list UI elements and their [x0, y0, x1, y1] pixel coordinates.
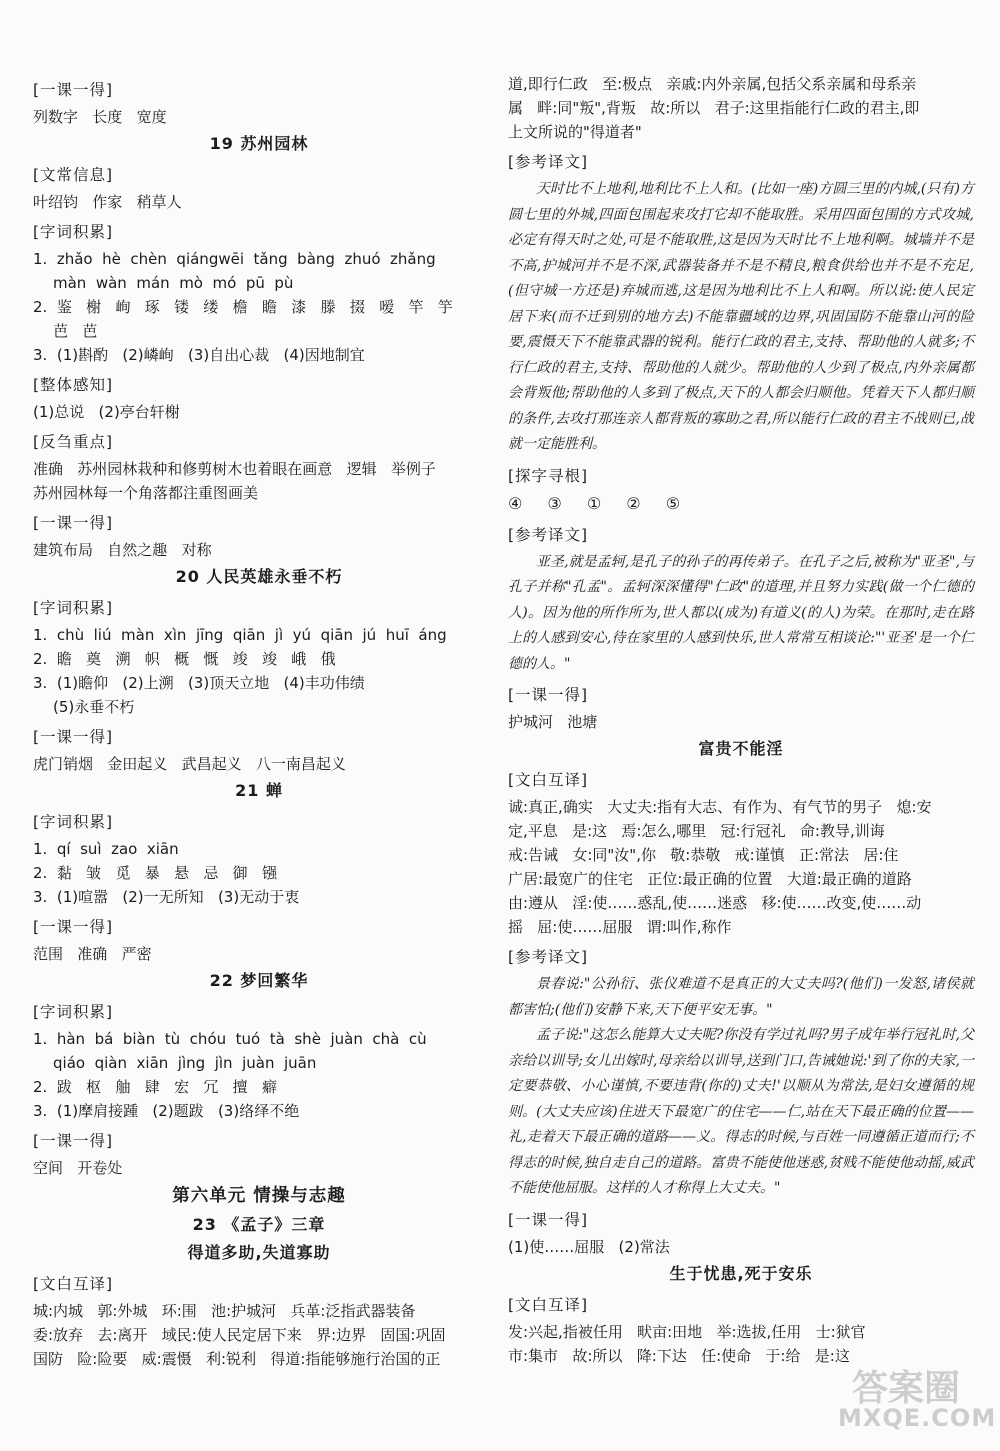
answer-line: 2. 瞻 奠 溯 帜 概 慨 竣 竣 峨 俄 [33, 650, 336, 668]
answer-line: 戒:告诫 女:同"汝",你 敬:恭敬 戒:谨慎 正:常法 居:住 [508, 846, 899, 864]
section-heading: [字词积累] [33, 223, 114, 241]
watermark-mark: 答案圈 [852, 1368, 961, 1409]
section-heading: [一课一得] [33, 1132, 114, 1150]
answer-line: 芭 芭 [53, 322, 98, 340]
section-heading: [字词积累] [33, 599, 114, 617]
answer-line: 3. (1)斟酌 (2)嶙峋 (3)自出心裁 (4)因地制宜 [33, 346, 365, 364]
section-heading: [参考译文] [508, 948, 589, 966]
answer-line: 苏州园林每一个角落都注重图画美 [33, 484, 259, 502]
answer-line: 3. (1)喧嚣 (2)一无所知 (3)无动于衷 [33, 888, 300, 906]
lesson-title: 富贵不能淫 [698, 739, 784, 758]
answer-line: 虎门销烟 金田起义 武昌起义 八一南昌起义 [33, 755, 346, 773]
section-heading: [字词积累] [33, 1003, 114, 1021]
translation-paragraph: 孟子说:"这怎么能算大丈夫呢?你没有学过礼吗?男子成年举行冠礼时,父亲给以训导;女儿出嫁时,母亲给以训导,送到门口,告诫她说:'到了你的夫家,一定要恭敬、小心谨慎,不要违背(你的)丈夫!'以顺从为常法,是妇女遵循的规则。(大丈夫应该)住进天下最宽广的住宅——仁,站在天下最正确的位置——礼,走着天下最正确的道路——义。得志的时候,与百姓一同遵循正道而行;不得志的时候,独自走自己的道路。富贵不能使他迷惑,贫贱不能使他动摇,威武不能使他屈服。这样的人才称得上大丈夫。" [508, 1027, 974, 1196]
answer-line: 市:集市 故:所以 降:下达 任:使命 于:给 是:这 [508, 1346, 850, 1365]
answer-line: 范围 准确 严密 [33, 945, 152, 963]
section-heading: [字词积累] [33, 813, 114, 831]
answer-line: 2. 黏 皱 觅 暴 悬 忌 御 镪 [33, 864, 277, 882]
answer-line: 叶绍钧 作家 稍草人 [33, 193, 182, 211]
section-heading: [参考译文] [508, 153, 589, 171]
left-column [33, 72, 485, 1371]
answer-line: 列数字 长度 宽度 [33, 108, 167, 126]
answer-line: 属 畔:同"叛",背叛 故:所以 君子:这里指能行仁政的君主,即 [508, 99, 920, 117]
answer-line: 3. (1)摩肩接踵 (2)题跋 (3)络绎不绝 [33, 1102, 300, 1120]
section-heading: [一课一得] [33, 81, 114, 99]
answer-line: 3. (1)瞻仰 (2)上溯 (3)顶天立地 (4)丰功伟绩 [33, 674, 365, 692]
answer-line: 1. zhǎo hè chèn qiángwēi tǎng bàng zhuó zhǎng [33, 250, 436, 268]
section-heading: [文白互译] [508, 771, 589, 789]
answer-sequence: ④ ③ ① ② ⑤ [508, 493, 691, 513]
answer-line: 建筑布局 自然之趣 对称 [33, 541, 212, 559]
answer-line: 1. qí suì zao xiān [33, 840, 179, 858]
section-heading: [文白互译] [33, 1275, 114, 1293]
answer-line: 上文所说的"得道者" [508, 123, 642, 141]
answer-line: 诚:真正,确实 大丈夫:指有大志、有作为、有气节的男子 熄:安 [508, 798, 932, 816]
answer-line: 由:遵从 淫:使……惑乱,使……迷惑 移:使……改变,使……动 [508, 894, 922, 912]
section-heading: [文白互译] [508, 1295, 589, 1314]
answer-line: 城:内城 郭:外城 环:围 池:护城河 兵革:泛指武器装备 [33, 1302, 416, 1320]
answer-line: màn wàn mán mò mó pū pù [53, 274, 294, 292]
answer-line: 2. 跋 枢 舳 肆 宏 冗 擅 癖 [33, 1078, 277, 1096]
section-heading: [反刍重点] [33, 433, 114, 451]
answer-line: (1)使……屈服 (2)常法 [508, 1237, 670, 1256]
section-heading: [文常信息] [33, 166, 114, 184]
answer-line: qiáo qiàn xiān jìng jìn juàn juān [53, 1054, 317, 1072]
section-heading: [一课一得] [33, 918, 114, 936]
answer-line: 委:放弃 去:离开 域民:使人民定居下来 界:边界 固国:巩固 [33, 1326, 446, 1344]
watermark-url: MXQE.COM [838, 1404, 997, 1432]
answer-line: (5)永垂不朽 [53, 698, 135, 716]
right-column [508, 72, 974, 1368]
lesson-title: 22 梦回繁华 [209, 971, 309, 990]
section-heading: [一课一得] [508, 1210, 589, 1229]
answer-line: 国防 险:险要 威:震慑 利:锐利 得道:指能够施行治国的正 [33, 1350, 441, 1368]
section-heading: [一课一得] [33, 514, 114, 532]
section-heading: [探字寻根] [508, 466, 589, 485]
lesson-title: 21 蝉 [235, 781, 283, 800]
section-heading: [一课一得] [508, 686, 589, 704]
answer-line: 2. 鉴 榭 峋 琢 镂 缕 檐 瞻 漆 滕 掇 嗳 竿 竽 [33, 298, 453, 316]
answer-line: 空间 开卷处 [33, 1159, 123, 1177]
answer-line: (1)总说 (2)亭台轩榭 [33, 403, 180, 421]
answer-line: 1. hàn bá biàn tù chóu tuó tà shè juàn chà cù [33, 1030, 427, 1048]
section-heading: [一课一得] [33, 728, 114, 746]
answer-line: 发:兴起,指被任用 畎亩:田地 举:选拔,任用 士:狱官 [508, 1322, 866, 1341]
translation-paragraph: 景春说:"公孙衍、张仪难道不是真正的大丈夫吗?(他们)一发怒,诸侯就都害怕;(他们)安静下来,天下便平安无事。" [508, 976, 974, 1018]
translation-paragraph: 亚圣,就是孟轲,是孔子的孙子的再传弟子。在孔子之后,被称为"亚圣",与孔子并称"孔孟"。孟轲深深懂得"仁政"的道理,并且努力实践(做一个仁德的人)。因为他的所作所为,世人都以(成为)有道义(的人)为荣。在那时,走在路上的人感到安心,待在家里的人感到快乐,世人常常互相谈论:"'亚圣'是一个仁德的人。" [508, 553, 974, 672]
answer-line: 准确 苏州园林栽种和修剪树木也着眼在画意 逻辑 举例子 [33, 460, 436, 478]
answer-line: 定,平息 是:这 焉:怎么,哪里 冠:行冠礼 命:教导,训诲 [508, 822, 885, 840]
lesson-title: 得道多助,失道寡助 [187, 1243, 331, 1262]
section-heading: [整体感知] [33, 376, 114, 394]
lesson-title: 20 人民英雄永垂不朽 [175, 567, 343, 586]
unit-title: 第六单元 情操与志趣 [172, 1186, 346, 1206]
lesson-title: 23 《孟子》三章 [192, 1215, 326, 1234]
answer-line: 广居:最宽广的住宅 正位:最正确的位置 大道:最正确的道路 [508, 870, 912, 888]
answer-line: 道,即行仁政 至:极点 亲戚:内外亲属,包括父系亲属和母系亲 [508, 75, 917, 93]
answer-line: 摇 屈:使……屈服 谓:叫作,称作 [508, 918, 732, 936]
answer-line: 1. chù liú màn xìn jīng qiān jì yú qiān jú huī áng [33, 626, 447, 644]
lesson-title: 生于忧患,死于安乐 [669, 1263, 813, 1283]
translation-paragraph: 天时比不上地利,地利比不上人和。(比如一座)方圆三里的内城,(只有)方圆七里的外城,四面包围起来攻打它却不能取胜。采用四面包围的方式攻城,必定有得天时之处,可是不能取胜,这是因为天时比不上地利啊。城墙并不是不高,护城河并不是不深,武器装备并不是不精良,粮食供给也并不是不充足,(但守城一方还是)弃城而逃,这是因为地利比不上人和啊。所以说:使人民定居下来(而不迁到别的地方去)不能靠疆域的边界,巩固国防不能靠山河的险要,震慑天下不能靠武器的锐利。能行仁政的君主,支持、帮助他的人就多;不行仁政的君主,支持、帮助他的人就少。帮助他的人少到了极点,内外亲属都会背叛他;帮助他的人多到了极点,天下的人都会归顺他。凭着天下人都归顺的条件,去攻打那连亲人都背叛的寡助之君,所以能行仁政的君主不战则已,战就一定能胜利。 [508, 181, 974, 452]
answer-line: 护城河 池塘 [508, 713, 598, 731]
section-heading: [参考译文] [508, 525, 589, 544]
lesson-title: 19 苏州园林 [209, 134, 309, 153]
watermark-logo [830, 1360, 997, 1440]
